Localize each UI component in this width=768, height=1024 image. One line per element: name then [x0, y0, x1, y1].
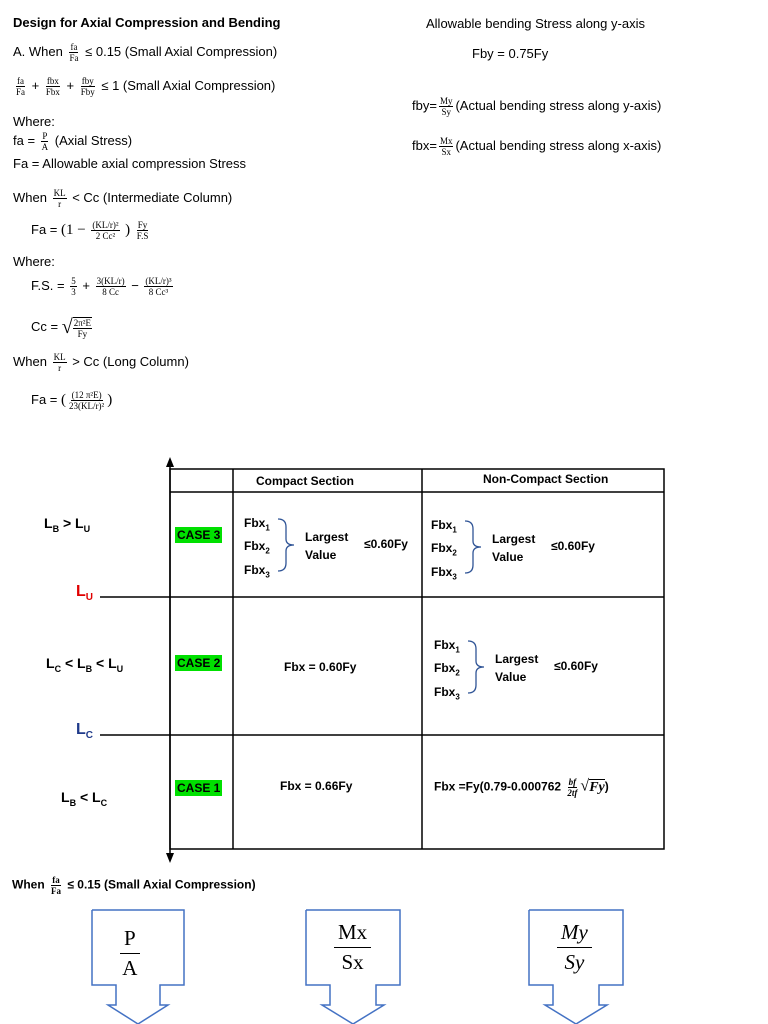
- lc-axis-label: $L_C$: [76, 721, 94, 742]
- case-3-badge: CASE 3: [177, 528, 221, 542]
- page-title: Design for Axial Compression and Bending: [13, 15, 281, 30]
- box-my-over-sy: My Sy: [557, 920, 592, 975]
- row-label-case1: $L_B < L_C$: [61, 789, 108, 808]
- condition-text: ≤ 0.15 (Small Axial Compression): [85, 43, 278, 59]
- interaction-inequality: $\frac{fa}{Fa}$ + $\frac{\text{fbx}}{\text{Fbx}}$ + $\frac{\text{fby}}{\text{Fby}}$ ≤ 1 (Small Axial Compression): [16, 76, 276, 97]
- bottom-condition: When $\frac{fa}{Fa}$ ≤ 0.15 (Small Axial Compression): [12, 875, 256, 896]
- fby-actual-def: fby= $\frac{My}{Sy}$ (Actual bending stress along y-axis): [412, 96, 662, 117]
- axis-arrow-top: [166, 457, 174, 467]
- factor-of-safety-formula: F.S. = $\frac{5}{3}$ + $\frac{3(KL/r)}{8 Cc}$ − $\frac{\text{(KL/r)³}}{\text{8 Cc³}}$: [31, 276, 172, 297]
- where-label: Where:: [13, 114, 55, 129]
- fa-over-Fa: $\frac{fa}{Fa}$: [69, 42, 79, 63]
- brace-icon: [466, 639, 492, 695]
- case3-compact-fbx-list: Fbx$_1$ Fbx$_2$ Fbx$_3$: [244, 516, 270, 580]
- case2-noncompact-limit: ≤0.60Fy: [554, 659, 598, 673]
- row-label-case3: $L_B > L_U$: [44, 515, 91, 534]
- box-p-over-a: P A: [120, 926, 140, 981]
- lu-axis-label: $L_U$: [76, 583, 94, 604]
- allowable-axial-def: Fa = Allowable axial compression Stress: [13, 156, 247, 171]
- case3-noncompact-largest: Largest Value: [492, 532, 536, 564]
- case2-noncompact-largest: Largest Value: [495, 652, 539, 684]
- fbx-actual-def: fbx= $\frac{Mx}{Sx}$ (Actual bending stress along x-axis): [412, 136, 662, 157]
- case3-compact-limit: ≤0.60Fy: [364, 537, 408, 551]
- arrow-boxes: [0, 905, 768, 1024]
- brace-icon: [276, 517, 302, 573]
- case1-compact-formula: Fbx = 0.66Fy: [280, 779, 353, 793]
- case-2-badge: CASE 2: [177, 656, 221, 670]
- intermediate-column-condition: When $\frac{KL}{r}$ < Cc (Intermediate Column): [13, 188, 233, 209]
- long-column-condition: When $\frac{KL}{r}$ > Cc (Long Column): [13, 352, 189, 373]
- axial-small-condition: [13, 42, 277, 63]
- case2-compact-formula: Fbx = 0.60Fy: [284, 660, 357, 674]
- Fa-long-formula: Fa = ( $\frac{\text{(12 π²E)}}{\text{23(KL/r)²}}$ ): [31, 390, 113, 411]
- row-label-case2: $L_C < L_B < L_U$: [46, 655, 124, 674]
- box-mx-over-sx: Mx Sx: [334, 920, 371, 975]
- header-compact: Compact Section: [256, 474, 355, 488]
- brace-icon: [463, 519, 489, 575]
- axial-stress-def: fa = $\frac{P}{A}$ (Axial Stress): [13, 131, 133, 152]
- case-1-badge: CASE 1: [177, 781, 221, 795]
- where-label-2: Where:: [13, 254, 55, 269]
- fby-allowable: Fby = 0.75Fy: [472, 46, 549, 61]
- case3-compact-largest: Largest Value: [305, 530, 349, 562]
- axis-arrow-bottom: [166, 853, 174, 863]
- header-noncompact: Non-Compact Section: [483, 472, 609, 486]
- case3-noncompact-limit: ≤0.60Fy: [551, 539, 595, 553]
- cc-formula: Cc = √ $\frac{\text{2π²E}}{Fy}$: [31, 316, 91, 339]
- case1-noncompact-formula: Fbx =Fy(0.79-0.000762 $\frac{bf}{2tf}$ √Fy): [434, 777, 609, 798]
- allowable-bending-title: Allowable bending Stress along y-axis: [426, 16, 645, 31]
- case3-noncompact-fbx-list: Fbx$_1$ Fbx$_2$ Fbx$_3$: [431, 518, 457, 582]
- when-label: A. When: [13, 43, 63, 59]
- Fa-intermediate-formula: Fa = (1 − $\frac{\text{(KL/r)²}}{\text{2 Cc²}}$ ) $\frac{Fy}{F.S}$: [31, 220, 149, 241]
- case2-noncompact-fbx-list: Fbx$_1$ Fbx$_2$ Fbx$_3$: [434, 638, 460, 702]
